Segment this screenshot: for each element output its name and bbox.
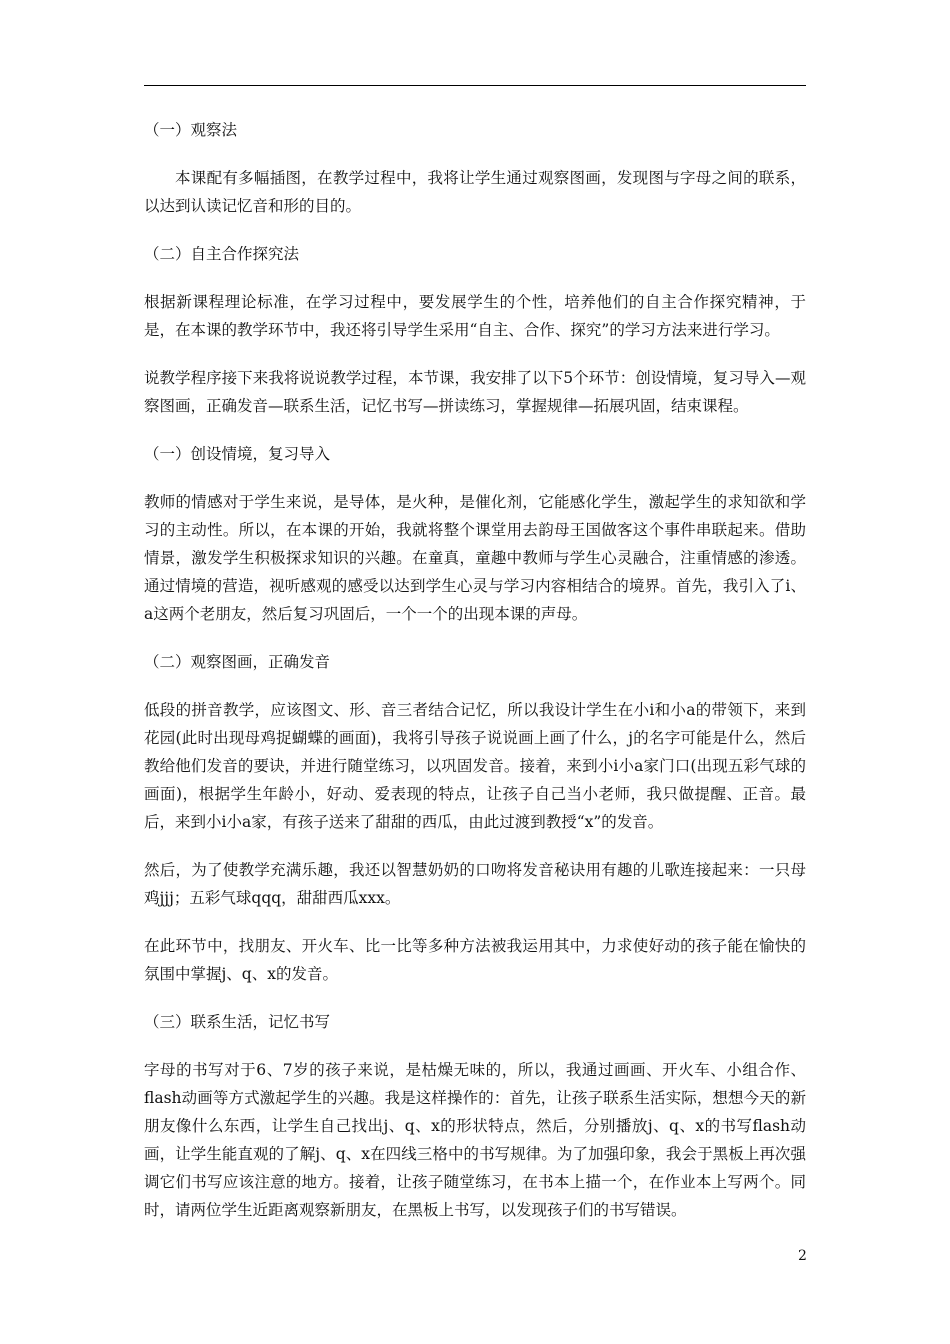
section-heading: （一）观察法 <box>144 121 238 139</box>
section-heading: （二）自主合作探究法 <box>144 245 300 263</box>
body-paragraph: 教师的情感对于学生来说，是导体，是火种，是催化剂，它能感化学生，激起学生的求知欲和学习的主动性。所以，在本课的开始，我就将整个课堂用去韵母王国做客这个事件串联起来。借助情景，激发学生积极探求知识的兴趣。在童真，童趣中教师与学生心灵融合，注重情感的渗透。通过情境的营造，视听感观的感受以达到学生心灵与学习内容相结合的境界。首先，我引入了i、a这两个老朋友，然后复习巩固后，一个一个的出现本课的声母。 <box>144 493 806 623</box>
body-paragraph: 然后，为了使教学充满乐趣，我还以智慧奶奶的口吻将发音秘诀用有趣的儿歌连接起来：一只母鸡jjj；五彩气球qqq，甜甜西瓜xxx。 <box>144 861 806 907</box>
section-heading: （三）联系生活，记忆书写 <box>144 1013 331 1031</box>
body-paragraph: 字母的书写对于6、7岁的孩子来说，是枯燥无味的，所以，我通过画画、开火车、小组合作、flash动画等方式激起学生的兴趣。我是这样操作的：首先，让孩子联系生活实际，想想今天的新朋友像什么东西，让学生自己找出j、q、x的形状特点，然后，分别播放j、q、x的书写flash动画，让学生能直观的了解j、q、x在四线三格中的书写规律。为了加强印象，我会于黑板上再次强调它们书写应该注意的地方。接着，让孩子随堂练习，在书本上描一个，在作业本上写两个。同时，请两位学生近距离观察新朋友，在黑板上书写，以发现孩子们的书写错误。 <box>144 1061 806 1219</box>
body-paragraph: 在此环节中，找朋友、开火车、比一比等多种方法被我运用其中，力求使好动的孩子能在愉快的氛围中掌握j、q、x的发音。 <box>144 937 806 983</box>
header-rule <box>144 85 806 86</box>
section-heading: （一）创设情境，复习导入 <box>144 445 331 463</box>
page-number: 2 <box>798 1248 807 1264</box>
body-paragraph: 低段的拼音教学，应该图文、形、音三者结合记忆，所以我设计学生在小i和小a的带领下，来到花园(此时出现母鸡捉蝴蝶的画面)，我将引导孩子说说画上画了什么，j的名字可能是什么，然后教给他们发音的要诀，并进行随堂练习，以巩固发音。接着，来到小i小a家门口(出现五彩气球的画面)，根据学生年龄小，好动、爱表现的特点，让孩子自己当小老师，我只做提醒、正音。最后，来到小i小a家，有孩子送来了甜甜的西瓜，由此过渡到教授“x”的发音。 <box>144 701 806 831</box>
body-paragraph: 说教学程序接下来我将说说教学过程，本节课，我安排了以下5个环节：创设情境，复习导入—观察图画，正确发音—联系生活，记忆书写—拼读练习，掌握规律—拓展巩固，结束课程。 <box>144 369 806 415</box>
body-paragraph: 根据新课程理论标准，在学习过程中，要发展学生的个性，培养他们的自主合作探究精神，于是，在本课的教学环节中，我还将引导学生采用“自主、合作、探究”的学习方法来进行学习。 <box>144 293 806 339</box>
body-paragraph: 本课配有多幅插图，在教学过程中，我将让学生通过观察图画，发现图与字母之间的联系，以达到认读记忆音和形的目的。 <box>144 169 806 215</box>
section-heading: （二）观察图画，正确发音 <box>144 653 331 671</box>
document-body <box>144 116 806 1244</box>
